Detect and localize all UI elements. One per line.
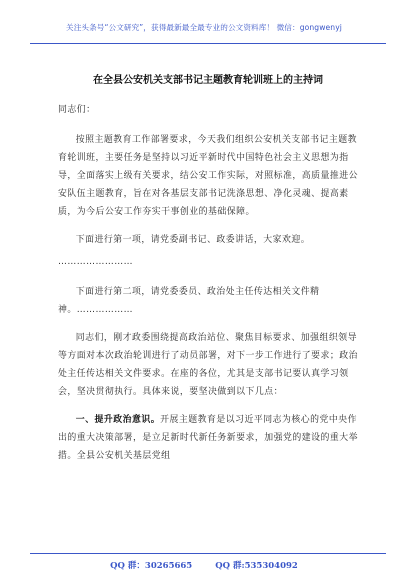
paragraph-2: 下面进行第一项，请党委副书记、政委讲话，大家欢迎。 bbox=[75, 235, 311, 245]
header-divider bbox=[30, 43, 386, 44]
paragraph-5 bbox=[58, 411, 358, 465]
paragraph-4: 同志们，刚才政委围绕提高政治站位、聚焦目标要求、加强组织领导等方面对本次政治轮训进行了动员部署，对下一步工作进行了要求；政治处主任传达相关文件要求。在座的各位，尤其是支部书记要认真学习领会，坚决贯彻执行。具体来说，要坚决做到以下几点： bbox=[58, 333, 358, 397]
paragraph-1: 按照主题教育工作部署要求，今天我们组织公安机关支部书记主题教育轮训班，主要任务是坚持以习近平新时代中国特色社会主义思想为指导，全面落实上级有关要求，结公安工作实际，对照标准，高质量推进公安队伍主题教育，旨在对各基层支部书记洗涤思想、净化灵魂、提高素质，为今后公安工作夯实干事创业的基础保障。 bbox=[58, 135, 358, 217]
section-heading: 一、提升政治意识。 bbox=[75, 415, 161, 425]
footer-divider bbox=[30, 553, 386, 554]
footer bbox=[0, 559, 408, 571]
paragraph-5-body: 开展主题教育是以习近平同志为核心的党中央作出的重大决策部署，是立足新时代新任务新要求，加强党的建设的重大举措。全县公安机关基层党组 bbox=[58, 415, 358, 461]
document-body bbox=[58, 63, 358, 475]
paragraph-3: 下面进行第二项，请党委委员、政治处主任传达相关文件精神。……………… bbox=[58, 287, 320, 315]
footer-qq-group-2: QQ 群:535304092 bbox=[215, 561, 298, 571]
salutation: 同志们： bbox=[58, 105, 96, 115]
footer-qq-group-1: QQ 群：30265665 bbox=[110, 561, 193, 571]
document-title: 在全县公安机关支部书记主题教育轮训班上的主持词 bbox=[93, 75, 323, 86]
header-banner: 关注头条号“公文研究”，获得最新最全最专业的公文资料库！ 微信：gongwenyj bbox=[66, 23, 342, 32]
ellipsis-line: …………………… bbox=[58, 257, 133, 267]
